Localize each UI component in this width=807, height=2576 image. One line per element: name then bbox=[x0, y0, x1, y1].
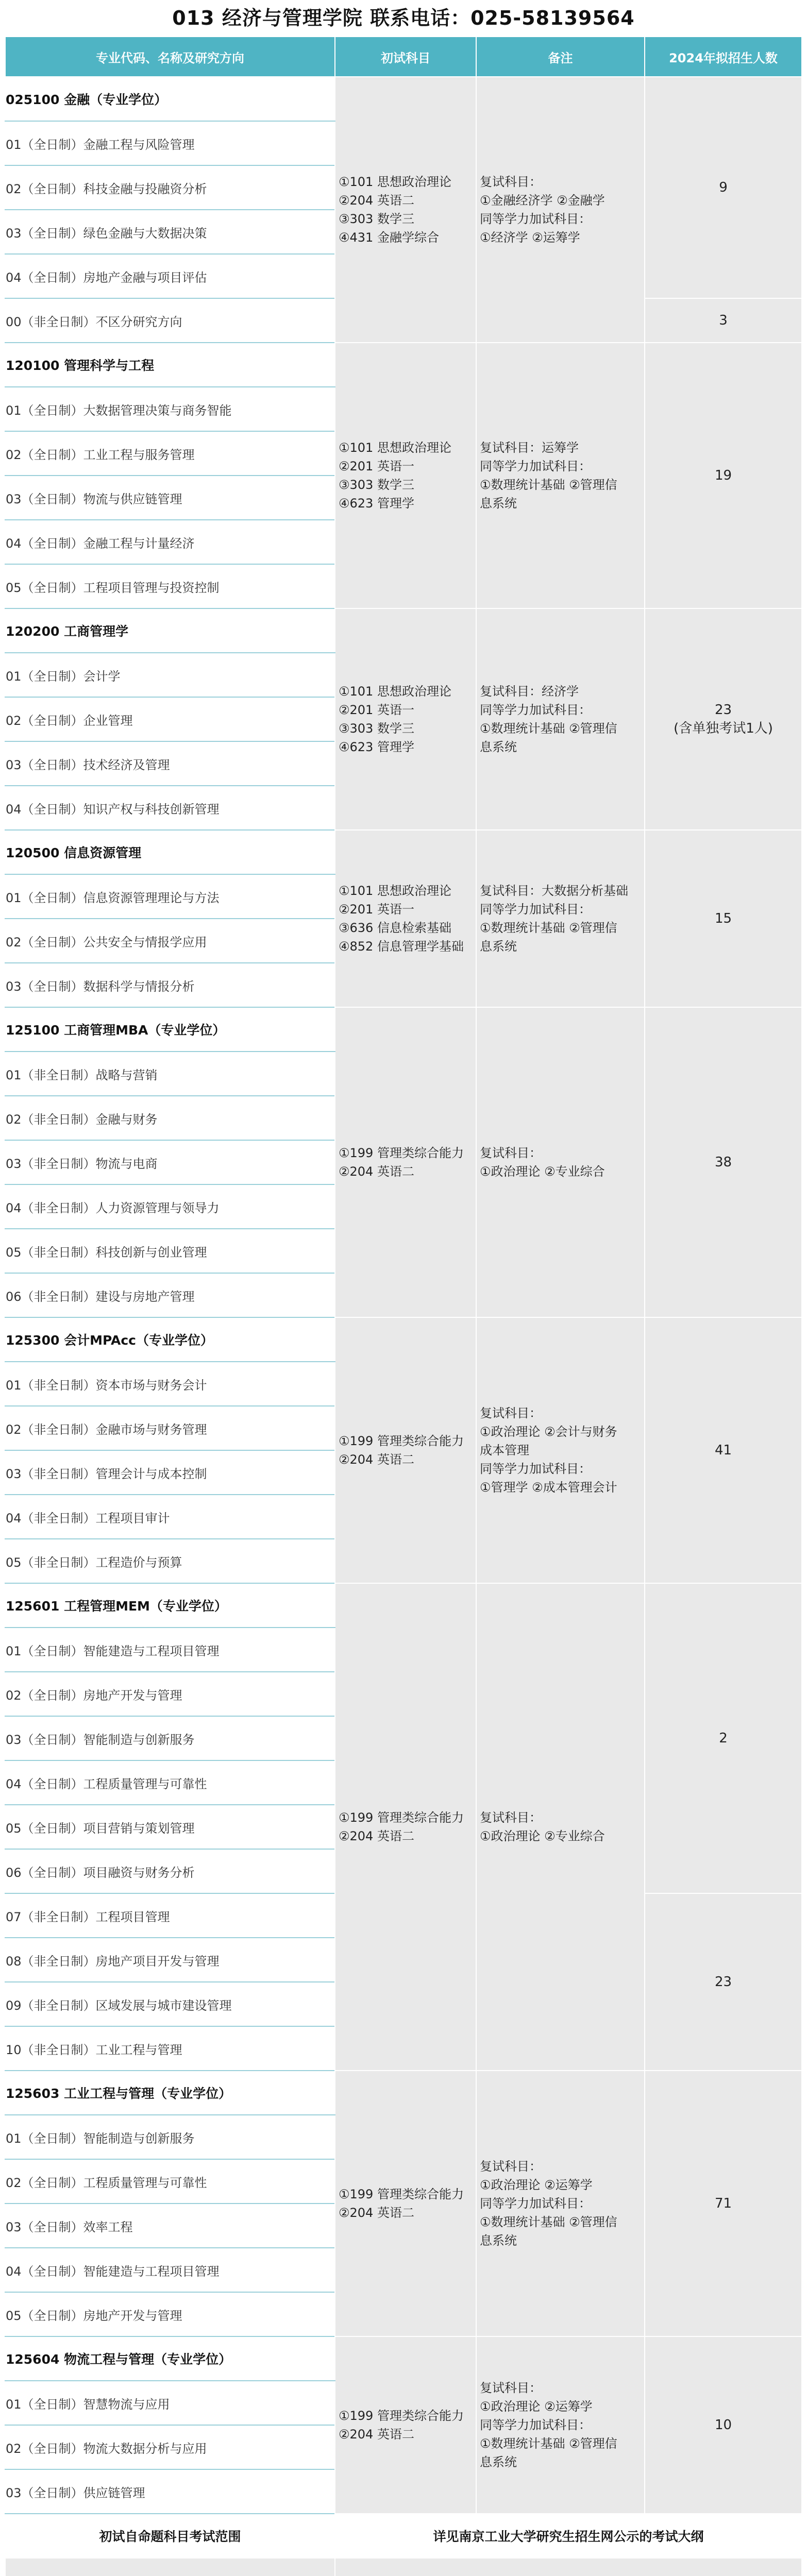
text-line: 10 bbox=[714, 2417, 732, 2433]
research-direction: 01（非全日制）战略与营销 bbox=[5, 1052, 335, 1096]
text-line: ①199 管理类综合能力 bbox=[339, 1810, 464, 1825]
text-line: 15 bbox=[714, 911, 732, 926]
group-row bbox=[5, 608, 802, 653]
research-direction: 02（全日制）公共安全与情报学应用 bbox=[5, 919, 335, 963]
text-line: 复试科目： bbox=[480, 175, 542, 189]
research-direction: 07（非全日制）工程项目管理 bbox=[5, 1893, 335, 1938]
text-line: ④623 管理学 bbox=[339, 496, 414, 511]
text-line: ①数理统计基础 ②管理信 bbox=[480, 721, 617, 736]
exam-subjects bbox=[335, 608, 476, 830]
text-line: ②204 英语二 bbox=[339, 1452, 414, 1467]
exam-notes bbox=[476, 77, 645, 343]
text-line: ③636 信息检索基础 bbox=[339, 921, 451, 935]
text-line: 同等学力加试科目： bbox=[480, 902, 591, 917]
exam-notes bbox=[476, 1317, 645, 1583]
text-line: ①管理学 ②成本管理会计 bbox=[480, 1480, 617, 1495]
enrollment-count bbox=[645, 608, 802, 830]
research-direction: 10（非全日制）工业工程与管理 bbox=[5, 2026, 335, 2071]
text-line: ②204 英语二 bbox=[339, 1829, 414, 1843]
research-direction: 05（全日制）房地产开发与管理 bbox=[5, 2292, 335, 2336]
research-direction: 04（全日制）智能建造与工程项目管理 bbox=[5, 2248, 335, 2292]
group-row bbox=[5, 1317, 802, 1362]
text-line: 38 bbox=[714, 1155, 732, 1170]
text-line: 41 bbox=[714, 1443, 732, 1458]
exam-subjects bbox=[335, 830, 476, 1007]
research-direction: 05（全日制）工程项目管理与投资控制 bbox=[5, 564, 335, 608]
text-line: 同等学力加试科目： bbox=[480, 2196, 591, 2211]
research-direction: 05（非全日制）工程造价与预算 bbox=[5, 1539, 335, 1583]
text-line: 同等学力加试科目： bbox=[480, 212, 591, 226]
research-direction: 03（全日制）供应链管理 bbox=[5, 2469, 335, 2514]
research-direction: 05（非全日制）科技创新与创业管理 bbox=[5, 1229, 335, 1273]
text-line: 息系统 bbox=[480, 740, 517, 754]
research-direction: 01（全日制）金融工程与风险管理 bbox=[5, 121, 335, 165]
enrollment-count: 9 bbox=[645, 77, 802, 298]
header-row bbox=[5, 37, 802, 77]
research-direction: 02（全日制）物流大数据分析与应用 bbox=[5, 2425, 335, 2469]
text-line: ③303 数学三 bbox=[339, 212, 414, 226]
research-direction: 02（非全日制）金融与财务 bbox=[5, 1096, 335, 1140]
enrollment-count: 3 bbox=[645, 298, 802, 343]
text-line: 同等学力加试科目： bbox=[480, 703, 591, 717]
text-line: ④431 金融学综合 bbox=[339, 230, 439, 245]
header-notes: 备注 bbox=[476, 37, 645, 77]
exam-notes bbox=[476, 1583, 645, 2071]
research-direction: 05（全日制）项目营销与策划管理 bbox=[5, 1805, 335, 1849]
program-name: 120200 工商管理学 bbox=[5, 608, 335, 653]
group-row bbox=[5, 2336, 802, 2381]
text-line: ①数理统计基础 ②管理信 bbox=[480, 921, 617, 935]
text-line: 同等学力加试科目： bbox=[480, 1462, 591, 1476]
enrollment-count bbox=[645, 1007, 802, 1317]
text-line: 复试科目：经济学 bbox=[480, 684, 579, 699]
text-line: ①101 思想政治理论 bbox=[339, 684, 451, 699]
research-direction: 01（非全日制）资本市场与财务会计 bbox=[5, 1362, 335, 1406]
text-line: ①数理统计基础 ②管理信 bbox=[480, 2436, 617, 2451]
exam-subjects bbox=[335, 2071, 476, 2336]
text-line: 71 bbox=[714, 2196, 732, 2211]
page-title: 013 经济与管理学院 联系电话：025-58139564 bbox=[172, 6, 635, 29]
text-line: 复试科目： bbox=[480, 2381, 542, 2395]
text-line: ①101 思想政治理论 bbox=[339, 440, 451, 455]
exam-notes bbox=[476, 343, 645, 608]
group-row bbox=[5, 2071, 802, 2115]
footer-row-retest bbox=[5, 2558, 802, 2576]
research-direction: 02（全日制）工业工程与服务管理 bbox=[5, 431, 335, 476]
research-direction: 03（非全日制）物流与电商 bbox=[5, 1140, 335, 1184]
exam-subjects bbox=[335, 77, 476, 343]
text-line: 成本管理 bbox=[480, 1443, 529, 1458]
program-name: 120500 信息资源管理 bbox=[5, 830, 335, 874]
research-direction: 06（全日制）项目融资与财务分析 bbox=[5, 1849, 335, 1893]
header-count: 2024年拟招生人数 bbox=[645, 37, 802, 77]
text-line: 复试科目：运筹学 bbox=[480, 440, 579, 455]
program-name: 025100 金融（专业学位） bbox=[5, 77, 335, 121]
program-name: 125604 物流工程与管理（专业学位） bbox=[5, 2336, 335, 2381]
text-line: ①199 管理类综合能力 bbox=[339, 1434, 464, 1448]
research-direction: 02（全日制）科技金融与投融资分析 bbox=[5, 165, 335, 210]
footer-row-initial bbox=[5, 2514, 802, 2558]
research-direction: 01（全日制）会计学 bbox=[5, 653, 335, 697]
text-line: 19 bbox=[714, 468, 732, 483]
exam-notes bbox=[476, 2336, 645, 2514]
research-direction: 02（非全日制）金融市场与财务管理 bbox=[5, 1406, 335, 1450]
text-line: 同等学力加试科目： bbox=[480, 459, 591, 473]
text-line: ①政治理论 ②会计与财务 bbox=[480, 1425, 617, 1439]
text-line: ①数理统计基础 ②管理信 bbox=[480, 2215, 617, 2229]
program-name: 125300 会计MPAcc（专业学位） bbox=[5, 1317, 335, 1362]
research-direction: 01（全日制）信息资源管理理论与方法 bbox=[5, 874, 335, 919]
text-line: ②204 英语二 bbox=[339, 2206, 414, 2220]
group-row bbox=[5, 830, 802, 874]
research-direction: 01（全日制）智能建造与工程项目管理 bbox=[5, 1628, 335, 1672]
initial-exam-value: 详见南京工业大学研究生招生网公示的考试大纲 bbox=[335, 2514, 802, 2558]
exam-notes bbox=[476, 1007, 645, 1317]
exam-subjects bbox=[335, 1317, 476, 1583]
research-direction: 04（非全日制）人力资源管理与领导力 bbox=[5, 1184, 335, 1229]
retest-books-list bbox=[335, 2558, 802, 2576]
program-name: 125603 工业工程与管理（专业学位） bbox=[5, 2071, 335, 2115]
research-direction: 03（全日制）智能制造与创新服务 bbox=[5, 1716, 335, 1760]
text-line: ②204 英语二 bbox=[339, 2427, 414, 2442]
research-direction: 04（全日制）工程质量管理与可靠性 bbox=[5, 1760, 335, 1805]
program-name: 120100 管理科学与工程 bbox=[5, 343, 335, 387]
header-direction: 专业代码、名称及研究方向 bbox=[5, 37, 335, 77]
research-direction: 03（非全日制）管理会计与成本控制 bbox=[5, 1450, 335, 1495]
text-line: ①政治理论 ②运筹学 bbox=[480, 2399, 593, 2414]
research-direction: 09（非全日制）区域发展与城市建设管理 bbox=[5, 1982, 335, 2026]
text-line: ①101 思想政治理论 bbox=[339, 884, 451, 898]
text-line: 同等学力加试科目： bbox=[480, 2418, 591, 2432]
research-direction: 02（全日制）企业管理 bbox=[5, 697, 335, 741]
program-name: 125601 工程管理MEM（专业学位） bbox=[5, 1583, 335, 1628]
text-line: ①199 管理类综合能力 bbox=[339, 2187, 464, 2201]
text-line: 复试科目：大数据分析基础 bbox=[480, 884, 628, 898]
text-line: ①199 管理类综合能力 bbox=[339, 2409, 464, 2423]
text-line: 息系统 bbox=[480, 2233, 517, 2248]
text-line: ①金融经济学 ②金融学 bbox=[480, 193, 605, 208]
header-subjects: 初试科目 bbox=[335, 37, 476, 77]
text-line: ①数理统计基础 ②管理信 bbox=[480, 478, 617, 492]
research-direction: 03（全日制）物流与供应链管理 bbox=[5, 476, 335, 520]
research-direction: 04（全日制）房地产金融与项目评估 bbox=[5, 254, 335, 298]
research-direction: 03（全日制）绿色金融与大数据决策 bbox=[5, 210, 335, 254]
retest-books-label bbox=[5, 2558, 335, 2576]
text-line: ①199 管理类综合能力 bbox=[339, 1146, 464, 1160]
group-row bbox=[5, 343, 802, 387]
text-line: ④852 信息管理学基础 bbox=[339, 939, 464, 954]
text-line: ①政治理论 ②运筹学 bbox=[480, 2178, 593, 2192]
group-row bbox=[5, 1583, 802, 1628]
research-direction: 00（非全日制）不区分研究方向 bbox=[5, 298, 335, 343]
research-direction: 01（全日制）智能制造与创新服务 bbox=[5, 2115, 335, 2159]
initial-exam-label: 初试自命题科目考试范围 bbox=[5, 2514, 335, 2558]
text-line: ①政治理论 ②专业综合 bbox=[480, 1164, 605, 1179]
text-line: ①经济学 ②运筹学 bbox=[480, 230, 580, 245]
text-line: ①101 思想政治理论 bbox=[339, 175, 451, 189]
text-line: ②201 英语一 bbox=[339, 703, 414, 717]
group-row bbox=[5, 77, 802, 121]
research-direction: 03（全日制）数据科学与情报分析 bbox=[5, 963, 335, 1007]
enrollment-count bbox=[645, 830, 802, 1007]
enrollment-count: 23 bbox=[645, 1893, 802, 2071]
text-line: 息系统 bbox=[480, 939, 517, 954]
program-name: 125100 工商管理MBA（专业学位） bbox=[5, 1007, 335, 1052]
text-line: ②201 英语一 bbox=[339, 459, 414, 473]
text-line: ②201 英语一 bbox=[339, 902, 414, 917]
text-line: ③303 数学三 bbox=[339, 478, 414, 492]
text-line: 复试科目： bbox=[480, 1406, 542, 1420]
research-direction: 06（非全日制）建设与房地产管理 bbox=[5, 1273, 335, 1317]
research-direction: 04（非全日制）工程项目审计 bbox=[5, 1495, 335, 1539]
research-direction: 03（全日制）效率工程 bbox=[5, 2204, 335, 2248]
text-line: 复试科目： bbox=[480, 2159, 542, 2174]
enrollment-count bbox=[645, 2336, 802, 2514]
enrollment-count: 2 bbox=[645, 1583, 802, 1893]
text-line: ②204 英语二 bbox=[339, 193, 414, 208]
research-direction: 01（全日制）大数据管理决策与商务智能 bbox=[5, 387, 335, 431]
text-line: 息系统 bbox=[480, 496, 517, 511]
text-line: ③303 数学三 bbox=[339, 721, 414, 736]
exam-subjects bbox=[335, 1583, 476, 2071]
enrollment-count bbox=[645, 2071, 802, 2336]
exam-notes bbox=[476, 2071, 645, 2336]
enrollment-count bbox=[645, 343, 802, 608]
text-line: 复试科目： bbox=[480, 1146, 542, 1160]
enrollment-count bbox=[645, 1317, 802, 1583]
research-direction: 01（全日制）智慧物流与应用 bbox=[5, 2381, 335, 2425]
text-line: 息系统 bbox=[480, 2455, 517, 2469]
admissions-table bbox=[5, 36, 802, 2576]
exam-notes bbox=[476, 608, 645, 830]
group-row bbox=[5, 1007, 802, 1052]
exam-notes bbox=[476, 830, 645, 1007]
exam-subjects bbox=[335, 2336, 476, 2514]
text-line: 23 bbox=[714, 702, 732, 718]
research-direction: 02（全日制）工程质量管理与可靠性 bbox=[5, 2159, 335, 2204]
research-direction: 03（全日制）技术经济及管理 bbox=[5, 741, 335, 786]
research-direction: 08（非全日制）房地产项目开发与管理 bbox=[5, 1938, 335, 1982]
text-line: (含单独考试1人) bbox=[674, 721, 773, 736]
research-direction: 04（全日制）知识产权与科技创新管理 bbox=[5, 786, 335, 830]
exam-subjects bbox=[335, 1007, 476, 1317]
text-line: ②204 英语二 bbox=[339, 1164, 414, 1179]
text-line: 复试科目： bbox=[480, 1810, 542, 1825]
exam-subjects bbox=[335, 343, 476, 608]
text-line: ①政治理论 ②专业综合 bbox=[480, 1829, 605, 1843]
research-direction: 02（全日制）房地产开发与管理 bbox=[5, 1672, 335, 1716]
text-line: ④623 管理学 bbox=[339, 740, 414, 754]
research-direction: 04（全日制）金融工程与计量经济 bbox=[5, 520, 335, 564]
